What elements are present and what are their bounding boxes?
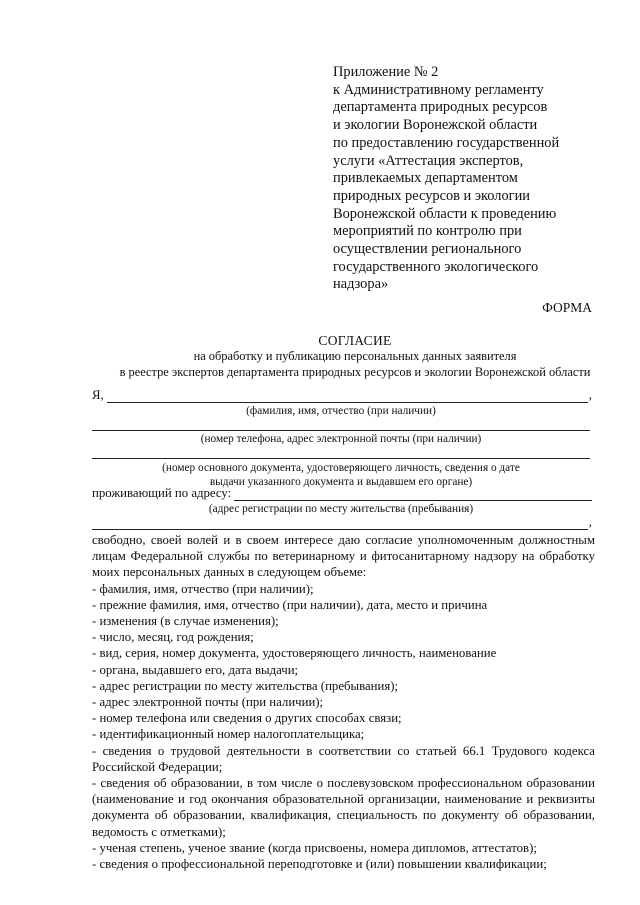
appendix-line: мероприятий по контролю при — [333, 223, 522, 240]
data-item: - прежние фамилия, имя, отчество (при наличии), дата, место и причина — [92, 597, 488, 612]
data-item: - фамилия, имя, отчество (при наличии); — [92, 581, 314, 596]
data-item: - сведения о профессиональной переподготовке и (или) повышении квалификации; — [92, 857, 547, 872]
appendix-line: надзора» — [333, 276, 389, 293]
appendix-line: услуги «Аттестация экспертов, — [333, 152, 524, 169]
caption-fio: (фамилия, имя, отчество (при наличии) — [246, 405, 436, 417]
name-field[interactable] — [107, 390, 588, 403]
data-item: - ученая степень, ученое звание (когда присвоены, номера дипломов, аттестатов); — [92, 840, 537, 855]
appendix-line: привлекаемых департаментом — [333, 170, 518, 187]
appendix-line: осуществлении регионального — [333, 241, 522, 258]
data-item: - адрес регистрации по месту жительства (пребывания); — [92, 678, 399, 693]
address-comma: , — [588, 515, 592, 529]
data-item: - номер телефона или сведения о других способах связи; — [92, 711, 402, 726]
appendix-line: к Административному регламенту — [333, 81, 544, 98]
address-continuation-row — [92, 515, 592, 530]
appendix-line: государственного экологического — [333, 258, 539, 275]
appendix-line: по предоставлению государственной — [333, 134, 560, 151]
data-item: - сведения об образовании, в том числе о послевузовском профессиональном образовании (наименование и год окончания образовательной организации, наименование и реквизиты документа об образовании, квалификация, специальность по документу об образовании, ведомость с отметками); — [92, 776, 595, 839]
data-item: - изменения (в случае изменения); — [92, 614, 279, 629]
phone-email-field[interactable] — [92, 430, 590, 431]
consent-intro: свободно, своей волей и в своем интересе даю согласие уполномоченным должностным лицам Федеральной службы по ветеринарному и фитосанитарному надзору на обработку моих персональных данных в следующем объеме: — [92, 533, 595, 580]
consent-body — [92, 532, 595, 872]
appendix-line: Приложение № 2 — [333, 64, 439, 80]
caption-address: (адрес регистрации по месту жительства (пребывания) — [208, 503, 474, 515]
data-item: - сведения о трудовой деятельности в соответствии со статьей 66.1 Трудового кодекса Российской Федерации; — [92, 743, 595, 774]
name-field-label: Я, — [92, 388, 104, 402]
caption-phone: (номер телефона, адрес электронной почты (при наличии) — [200, 433, 482, 445]
identity-document-field[interactable] — [92, 458, 590, 459]
address-field-label: проживающий по адресу: — [92, 486, 232, 500]
page-title: СОГЛАСИЕ — [318, 333, 392, 348]
name-field-comma: , — [588, 388, 592, 402]
data-item: - вид, серия, номер документа, удостоверяющего личность, наименование — [92, 646, 497, 661]
appendix-line: Воронежской области к проведению — [333, 205, 557, 222]
appendix-line: и экологии Воронежской области — [333, 117, 538, 134]
data-item: - адрес электронной почты (при наличии); — [92, 695, 324, 710]
title-line-2: в реестре экспертов департамента природных ресурсов и экологии Воронежской области — [119, 364, 591, 379]
data-item: - идентификационный номер налогоплательщика; — [92, 727, 365, 742]
data-item: - органа, выдавшего его, дата выдачи; — [92, 662, 299, 677]
appendix-header — [333, 64, 603, 294]
address-field[interactable] — [234, 488, 592, 501]
name-field-row — [92, 388, 592, 403]
address-field-row — [92, 486, 592, 501]
title-line-1: на обработку и публикацию персональных данных заявителя — [193, 349, 517, 363]
caption-document-1: (номер основного документа, удостоверяющего личность, сведения о дате — [162, 462, 520, 474]
address-continuation-field[interactable] — [92, 517, 588, 530]
data-item: - число, месяц, год рождения; — [92, 630, 254, 645]
appendix-line: природных ресурсов и экологии — [333, 187, 530, 204]
appendix-line: департамента природных ресурсов — [333, 99, 548, 116]
form-label: ФОРМА — [542, 300, 592, 315]
caption-document-2: выдачи указанного документа и выдавшем его органе) — [209, 476, 473, 488]
consent-title — [60, 333, 640, 380]
